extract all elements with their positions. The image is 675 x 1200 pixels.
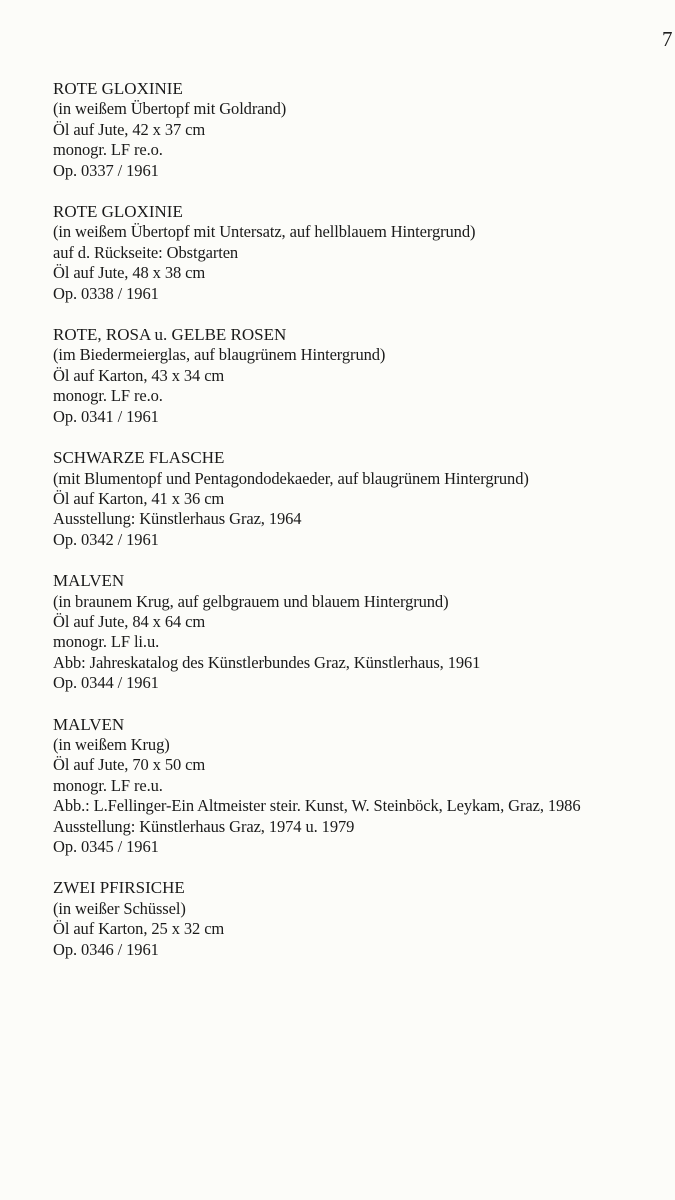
entry-detail-line: Op. 0344 / 1961 bbox=[53, 673, 159, 693]
entry-detail-line: Op. 0345 / 1961 bbox=[53, 837, 159, 856]
entry-detail-line: Öl auf Jute, 48 x 38 cm bbox=[53, 263, 206, 283]
entry-detail-line: (in braunem Krug, auf gelbgrauem und blauem Hintergrund) bbox=[53, 591, 449, 611]
entry-detail-line: auf d. Rückseite: Obstgarten bbox=[53, 242, 239, 262]
entry-detail-line: Op. 0338 / 1961 bbox=[53, 283, 159, 303]
entry-title: MALVEN bbox=[53, 714, 125, 734]
entry-detail-line: (in weißem Übertopf mit Untersatz, auf hellblauem Hintergrund) bbox=[53, 222, 476, 242]
entry-detail-line: monogr. LF li.u. bbox=[53, 632, 160, 652]
entry-detail-line: Abb: Jahreskatalog des Künstlerbundes Graz, Künstlerhaus, 1961 bbox=[53, 652, 481, 672]
entry-detail-line: Öl auf Jute, 84 x 64 cm bbox=[53, 611, 206, 631]
entry-detail-line: monogr. LF re.o. bbox=[53, 140, 163, 160]
entry-detail-line: (mit Blumentopf und Pentagondodekaeder, auf blaugrünem Hintergrund) bbox=[53, 468, 529, 488]
entry-detail-line: Op. 0346 / 1961 bbox=[53, 939, 159, 959]
entry-title: ZWEI PFIRSICHE bbox=[53, 878, 185, 898]
entry-detail-line: (in weißem Übertopf mit Goldrand) bbox=[53, 99, 287, 119]
entry-detail-line: Öl auf Karton, 43 x 34 cm bbox=[53, 365, 225, 385]
catalog-entries bbox=[53, 79, 663, 981]
entry-detail-line: monogr. LF re.u. bbox=[53, 775, 163, 795]
entry-title: SCHWARZE FLASCHE bbox=[53, 448, 225, 468]
page-number: 7 bbox=[662, 27, 673, 51]
entry-title: MALVEN bbox=[53, 571, 125, 591]
entry-detail-line: (im Biedermeierglas, auf blaugrünem Hintergrund) bbox=[53, 345, 386, 365]
entry-detail-line: Öl auf Jute, 42 x 37 cm bbox=[53, 119, 206, 139]
entry-detail-line: Op. 0341 / 1961 bbox=[53, 406, 159, 426]
catalog-entry bbox=[53, 325, 663, 427]
entry-detail-line: Ausstellung: Künstlerhaus Graz, 1964 bbox=[53, 509, 302, 529]
entry-detail-line: Öl auf Karton, 25 x 32 cm bbox=[53, 919, 225, 939]
catalog-entry bbox=[53, 79, 663, 181]
catalog-entry bbox=[53, 448, 663, 550]
entry-detail-line: Abb.: L.Fellinger-Ein Altmeister steir. Kunst, W. Steinböck, Leykam, Graz, 1986 bbox=[53, 796, 581, 816]
entry-detail-line: (in weißer Schüssel) bbox=[53, 898, 186, 918]
catalog-entry bbox=[53, 878, 663, 960]
catalog-entry bbox=[53, 715, 663, 858]
entry-detail-line: (in weißem Krug) bbox=[53, 734, 170, 754]
entry-detail-line: Op. 0342 / 1961 bbox=[53, 529, 159, 549]
catalog-entry bbox=[53, 571, 663, 693]
entry-title: ROTE GLOXINIE bbox=[53, 79, 183, 98]
catalog-entry bbox=[53, 202, 663, 304]
entry-detail-line: Ausstellung: Künstlerhaus Graz, 1974 u. 1979 bbox=[53, 816, 355, 836]
entry-detail-line: Öl auf Karton, 41 x 36 cm bbox=[53, 488, 225, 508]
entry-title: ROTE, ROSA u. GELBE ROSEN bbox=[53, 325, 287, 345]
entry-detail-line: monogr. LF re.o. bbox=[53, 386, 163, 406]
entry-detail-line: Op. 0337 / 1961 bbox=[53, 160, 159, 180]
entry-title: ROTE GLOXINIE bbox=[53, 202, 183, 222]
entry-detail-line: Öl auf Jute, 70 x 50 cm bbox=[53, 755, 206, 775]
